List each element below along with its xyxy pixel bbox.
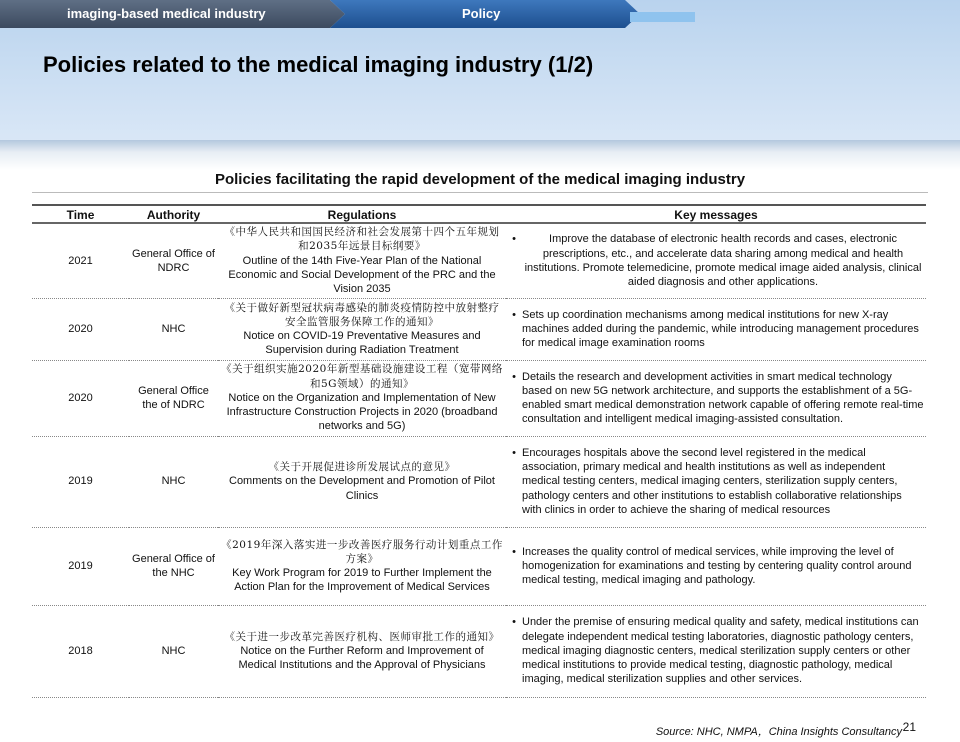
table-header-row [32, 205, 926, 223]
header-key-messages: Key messages [506, 205, 926, 223]
bullet-icon: • [512, 370, 516, 383]
cell-key-message [506, 527, 926, 605]
cell-regulation [218, 223, 506, 298]
section-title: Policies facilitating the rapid development of the medical imaging industry [214, 171, 746, 188]
breadcrumb-label-industry[interactable]: imaging-based medical industry [67, 6, 266, 21]
header-regulations: Regulations [218, 205, 506, 223]
regulation-chinese: 《中华人民共和国国民经济和社会发展第十四个五年规划和2035年远景目标纲要》 [224, 226, 500, 253]
cell-time: 2020 [32, 298, 129, 360]
cell-key-message [506, 298, 926, 360]
regulation-english: Comments on the Development and Promotion of Pilot Clinics [229, 475, 495, 502]
key-message-text: Details the research and development activities in smart medical technology based on new 5G network architecture, and supports the establishment of a 5G-enabled smart medical demonstration network capable of offering remote real-time consultation and intelligent medical imaging-assisted consultation. [522, 370, 924, 426]
cell-time: 2020 [32, 360, 129, 436]
bullet-icon: • [512, 233, 516, 246]
regulation-english: Notice on the Organization and Implementation of New Infrastructure Construction Projects in 2020 (broadband networks and 5G) [226, 391, 498, 433]
breadcrumb-tail [630, 12, 695, 22]
key-message-text: Increases the quality control of medical services, while improving the level of homogenization for examinations and testing by centering quality control around medical testing, medical imaging and pathology. [522, 545, 912, 587]
bullet-icon: • [512, 308, 516, 321]
regulation-chinese: 《关于组织实施2020年新型基础设施建设工程（宽带网络和5G领域）的通知》 [221, 363, 503, 390]
table-row [32, 527, 926, 605]
cell-regulation [218, 605, 506, 697]
page-title: Policies related to the medical imaging industry (1/2) [43, 52, 594, 77]
cell-time: 2021 [32, 223, 129, 298]
table-row [32, 605, 926, 697]
regulation-english: Outline of the 14th Five-Year Plan of the National Economic and Social Development of the PRC and the Vision 2035 [228, 254, 496, 296]
cell-key-message [506, 360, 926, 436]
key-message-text: Sets up coordination mechanisms among medical institutions for new X-ray machines added during the pandemic, while introducing management procedures for medical image examination rooms [522, 308, 919, 350]
cell-regulation [218, 527, 506, 605]
table-row [32, 298, 926, 360]
table-row [32, 360, 926, 436]
header-authority: Authority [129, 205, 218, 223]
regulation-chinese: 《2019年深入落实进一步改善医疗服务行动计划重点工作方案》 [221, 538, 503, 565]
bullet-icon: • [512, 616, 516, 629]
regulation-chinese: 《关于做好新型冠状病毒感染的肺炎疫情防控中放射整疗安全监管服务保障工作的通知》 [224, 301, 500, 328]
table-row [32, 223, 926, 298]
regulation-english: Notice on COVID-19 Preventative Measures and Supervision during Radiation Treatment [243, 330, 481, 357]
regulation-chinese: 《关于进一步改革完善医疗机构、医师审批工作的通知》 [224, 630, 500, 643]
bullet-icon: • [512, 545, 516, 558]
cell-regulation [218, 360, 506, 436]
regulation-english: Notice on the Further Reform and Improvement of Medical Institutions and the Approval of Physicians [238, 644, 486, 672]
cell-time: 2019 [32, 436, 129, 527]
divider-band [0, 140, 960, 170]
regulation-chinese: 《关于开展促进诊所发展试点的意见》 [268, 461, 456, 474]
title-divider [32, 192, 928, 193]
key-message-text: Under the premise of ensuring medical quality and safety, medical institutions can delegate independent medical testing laboratories, diagnostic pathology centers, medical imaging diagnostic centers, medical sterilization supply centers or other medical institutions to provide medical testing, diagnostic pathology, medical imaging, medical sterilization supplies and other services. [522, 616, 919, 686]
breadcrumb-label-policy[interactable]: Policy [462, 6, 501, 21]
cell-key-message [506, 223, 926, 298]
cell-time: 2019 [32, 527, 129, 605]
cell-time: 2018 [32, 605, 129, 697]
cell-authority: NHC [129, 605, 218, 697]
table-row [32, 436, 926, 527]
key-message-text: Encourages hospitals above the second level registered in the medical association, primary medical and health institutions as well as independent medical testing centers, medical imaging centers, sterilization supply centers, pathology centers and other institutions to establish collaborative relationships with clinics in order to achieve the sharing of medical resources [522, 446, 902, 516]
regulation-english: Key Work Program for 2019 to Further Implement the Action Plan for the Improvement of Medical Services [232, 567, 492, 594]
cell-key-message [506, 436, 926, 527]
bullet-icon: • [512, 446, 516, 459]
breadcrumb [0, 0, 960, 28]
header-time: Time [32, 205, 129, 223]
cell-authority: NHC [129, 298, 218, 360]
cell-key-message [506, 605, 926, 697]
key-message-text: Improve the database of electronic health records and cases, electronic prescriptions, etc., and accelerate data sharing among medical and health institutions. Promote telemedicine, promote medical image aided analysis, clinical aided diagnosis and other applications. [524, 233, 922, 288]
page-number: 21 [902, 720, 916, 734]
cell-regulation [218, 298, 506, 360]
policy-table [32, 204, 926, 698]
cell-authority: General Office of NDRC [129, 223, 218, 298]
cell-authority: General Office the of NDRC [129, 360, 218, 436]
cell-authority: General Office of the NHC [129, 527, 218, 605]
cell-regulation [218, 436, 506, 527]
source-note: Source: NHC, NMPA，China Insights Consultancy [655, 726, 902, 738]
cell-authority: NHC [129, 436, 218, 527]
